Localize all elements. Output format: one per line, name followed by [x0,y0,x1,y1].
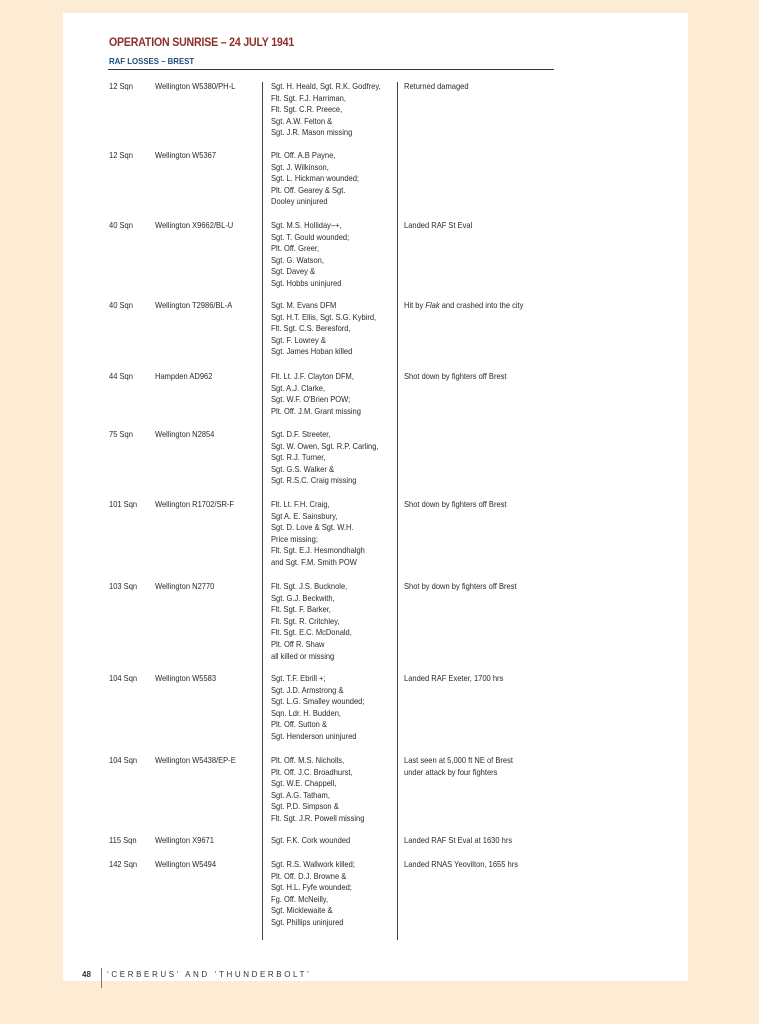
fate-cell [404,220,472,232]
squadron-cell: 103 Sqn [109,581,138,591]
squadron-cell: 101 Sqn [109,499,138,509]
crew-line: Sgt. R.S. Wallwork killed; [271,859,355,869]
fate-cell [404,81,469,93]
crew-line: Sgt. A.G. Tatham, [271,789,330,800]
crew-line: Flt. Sgt. R. Critchley, [271,615,340,626]
crew-line: Sgt. F.K. Cork wounded [271,835,351,845]
fate-cell [404,581,517,593]
crew-line: Sgt. R.J. Turner, [271,452,326,463]
crew-line: Sgt. M. Evans DFM [271,300,337,310]
crew-line: Sgt. F. Lowrey & [271,334,326,345]
squadron-cell: 40 Sqn [109,220,133,230]
crew-line: Sgt. D.F. Streeter, [271,429,331,439]
crew-cell [271,150,359,208]
squadron-cell: 40 Sqn [109,300,133,310]
crew-line: Flt. Sgt. F. Barker, [271,604,331,615]
squadron-cell: 12 Sqn [109,150,133,160]
fate-line: Shot down by fighters off Brest [404,499,507,509]
crew-line: Sgt. W.E. Chappell, [271,778,337,789]
crew-line: Sgt. James Hoban killed [271,346,353,357]
crew-line: Sqn. Ldr. H. Budden, [271,707,341,718]
crew-line: Sgt. A.W. Felton & [271,115,333,126]
crew-line: Sgt. Micklewaite & [271,905,333,916]
squadron-cell: 44 Sqn [109,371,133,381]
fate-cell [404,859,518,871]
fate-line: Landed RNAS Yeovilton, 1655 hrs [404,859,518,869]
fate-line: Hit by Flak and crashed into the city [404,300,524,310]
fate-cell [404,755,513,778]
fate-line: Last seen at 5,000 ft NE of Brest [404,755,513,765]
crew-line: Sgt. L. Hickman wounded; [271,173,359,184]
crew-line: Flt. Sgt. C.R. Preece, [271,104,343,115]
crew-line: Plt. Off. J.M. Grant missing [271,405,361,416]
crew-line: Sgt. H. Heald, Sgt. R.K. Godfrey, [271,81,381,91]
aircraft-cell: Hampden AD962 [155,371,213,381]
crew-line: Sgt. T.F. Ebrill +; [271,673,326,683]
crew-line: Sgt. G.S. Walker & [271,463,334,474]
aircraft-cell: Wellington X9662/BL-U [155,220,234,230]
crew-cell [271,581,352,662]
aircraft-cell: Wellington T2986/BL-A [155,300,233,310]
crew-line: Sgt. A.J. Clarke, [271,382,326,393]
crew-line: Plt. Off. A.B Payne, [271,150,336,160]
footer-divider [101,968,102,988]
crew-line: Sgt. P.D. Simpson & [271,801,339,812]
header-rule [108,69,554,70]
crew-line: Fg. Off. McNeilly, [271,893,329,904]
crew-line: Plt. Off. Sutton & [271,719,328,730]
fate-cell [404,673,503,685]
crew-cell [271,499,365,569]
page-number: 48 [82,970,91,979]
fate-line: under attack by four fighters [404,766,498,777]
fate-cell [404,835,512,847]
crew-line: Sgt. G.J. Beckwith, [271,592,335,603]
aircraft-cell: Wellington N2770 [155,581,215,591]
squadron-cell: 104 Sqn [109,673,138,683]
crew-line: Flt. Lt. F.H. Craig, [271,499,330,509]
crew-cell [271,755,364,825]
fate-line: Shot by down by fighters off Brest [404,581,517,591]
crew-line: Flt. Sgt. E.C. McDonald, [271,627,352,638]
crew-line: Sgt. Davey & [271,266,316,277]
crew-line: Flt. Sgt. E.J. Hesmondhalgh [271,545,365,556]
crew-line: Sgt. Phillips uninjured [271,916,344,927]
crew-line: Plt. Off. M.S. Nicholls, [271,755,345,765]
crew-line: Plt. Off. Gearey & Sgt. [271,184,346,195]
column-divider-right [397,82,398,940]
aircraft-cell: Wellington R1702/SR-F [155,499,235,509]
crew-line: Sgt. J.R. Mason missing [271,127,353,138]
fate-line: Shot down by fighters off Brest [404,371,507,381]
crew-cell [271,300,376,358]
crew-cell [271,81,381,139]
aircraft-cell: Wellington W5380/PH-L [155,81,236,91]
crew-line: Sgt. W.F. O'Brien POW; [271,394,351,405]
book-title: ‘CERBERUS’ AND ‘THUNDERBOLT’ [107,970,312,979]
crew-line: Sgt. L.G. Smalley wounded; [271,696,365,707]
crew-line: Sgt. Henderson uninjured [271,730,357,741]
crew-line: Flt. Sgt. J.S. Bucknole, [271,581,348,591]
crew-line: Plt. Off R. Shaw [271,638,325,649]
crew-line: Sgt. J.D. Armstrong & [271,684,344,695]
crew-line: Sgt. J. Wilkinson, [271,161,329,172]
squadron-cell: 104 Sqn [109,755,138,765]
crew-line: Plt. Off. Greer, [271,243,320,254]
crew-line: Sgt. H.T. Ellis, Sgt. S.G. Kybird, [271,311,377,322]
crew-line: Sgt. G. Watson, [271,254,324,265]
crew-line: all killed or missing [271,650,335,661]
crew-line: Sgt. W. Owen, Sgt. R.P. Carling, [271,440,379,451]
aircraft-cell: Wellington N2854 [155,429,215,439]
aircraft-cell: Wellington W5438/EP-E [155,755,236,765]
fate-line: Landed RAF St Eval [404,220,473,230]
crew-line: Sgt. D. Love & Sgt. W.H. [271,522,354,533]
crew-line: Plt. Off. D.J. Browne & [271,870,347,881]
squadron-cell: 75 Sqn [109,429,133,439]
crew-line: Plt. Off. J.C. Broadhurst, [271,766,353,777]
crew-line: Sgt. M.S. Holliday–+, [271,220,342,230]
fate-line: Landed RAF St Eval at 1630 hrs [404,835,513,845]
aircraft-cell: Wellington W5494 [155,859,217,869]
squadron-cell: 142 Sqn [109,859,138,869]
fate-line: Returned damaged [404,81,469,91]
crew-cell [271,673,364,743]
squadron-cell: 12 Sqn [109,81,133,91]
fate-cell [404,300,523,312]
page-title: OPERATION SUNRISE – 24 JULY 1941 [109,37,295,49]
crew-cell [271,220,349,290]
fate-line: Landed RAF Exeter, 1700 hrs [404,673,504,683]
crew-line: Sgt. R.S.C. Craig missing [271,475,357,486]
crew-cell [271,371,361,417]
aircraft-cell: Wellington W5583 [155,673,217,683]
aircraft-cell: Wellington W5367 [155,150,217,160]
crew-line: Price missing; [271,533,318,544]
crew-line: Flt. Sgt. C.S. Beresford, [271,323,351,334]
fate-cell [404,499,507,511]
aircraft-cell: Wellington X9671 [155,835,214,845]
crew-line: Flt. Lt. J.F. Clayton DFM, [271,371,354,381]
crew-line: Sgt. T. Gould wounded; [271,231,350,242]
document-page [63,13,688,981]
column-divider-left [262,82,263,940]
fate-cell [404,371,507,383]
crew-line: and Sgt. F.M. Smith POW [271,556,357,567]
crew-line: Flt. Sgt. F.J. Harriman, [271,92,346,103]
crew-line: Dooley uninjured [271,196,328,207]
page-subtitle: RAF LOSSES – BREST [109,56,195,66]
crew-line: Flt. Sgt. J.R. Powell missing [271,812,365,823]
crew-cell [271,859,355,929]
squadron-cell: 115 Sqn [109,835,137,845]
crew-cell [271,429,379,487]
crew-cell [271,835,350,847]
crew-line: Sgt. Hobbs uninjured [271,277,342,288]
crew-line: Sgt. H.L. Fyfe wounded; [271,882,352,893]
crew-line: Sgt A. E. Sainsbury, [271,510,338,521]
